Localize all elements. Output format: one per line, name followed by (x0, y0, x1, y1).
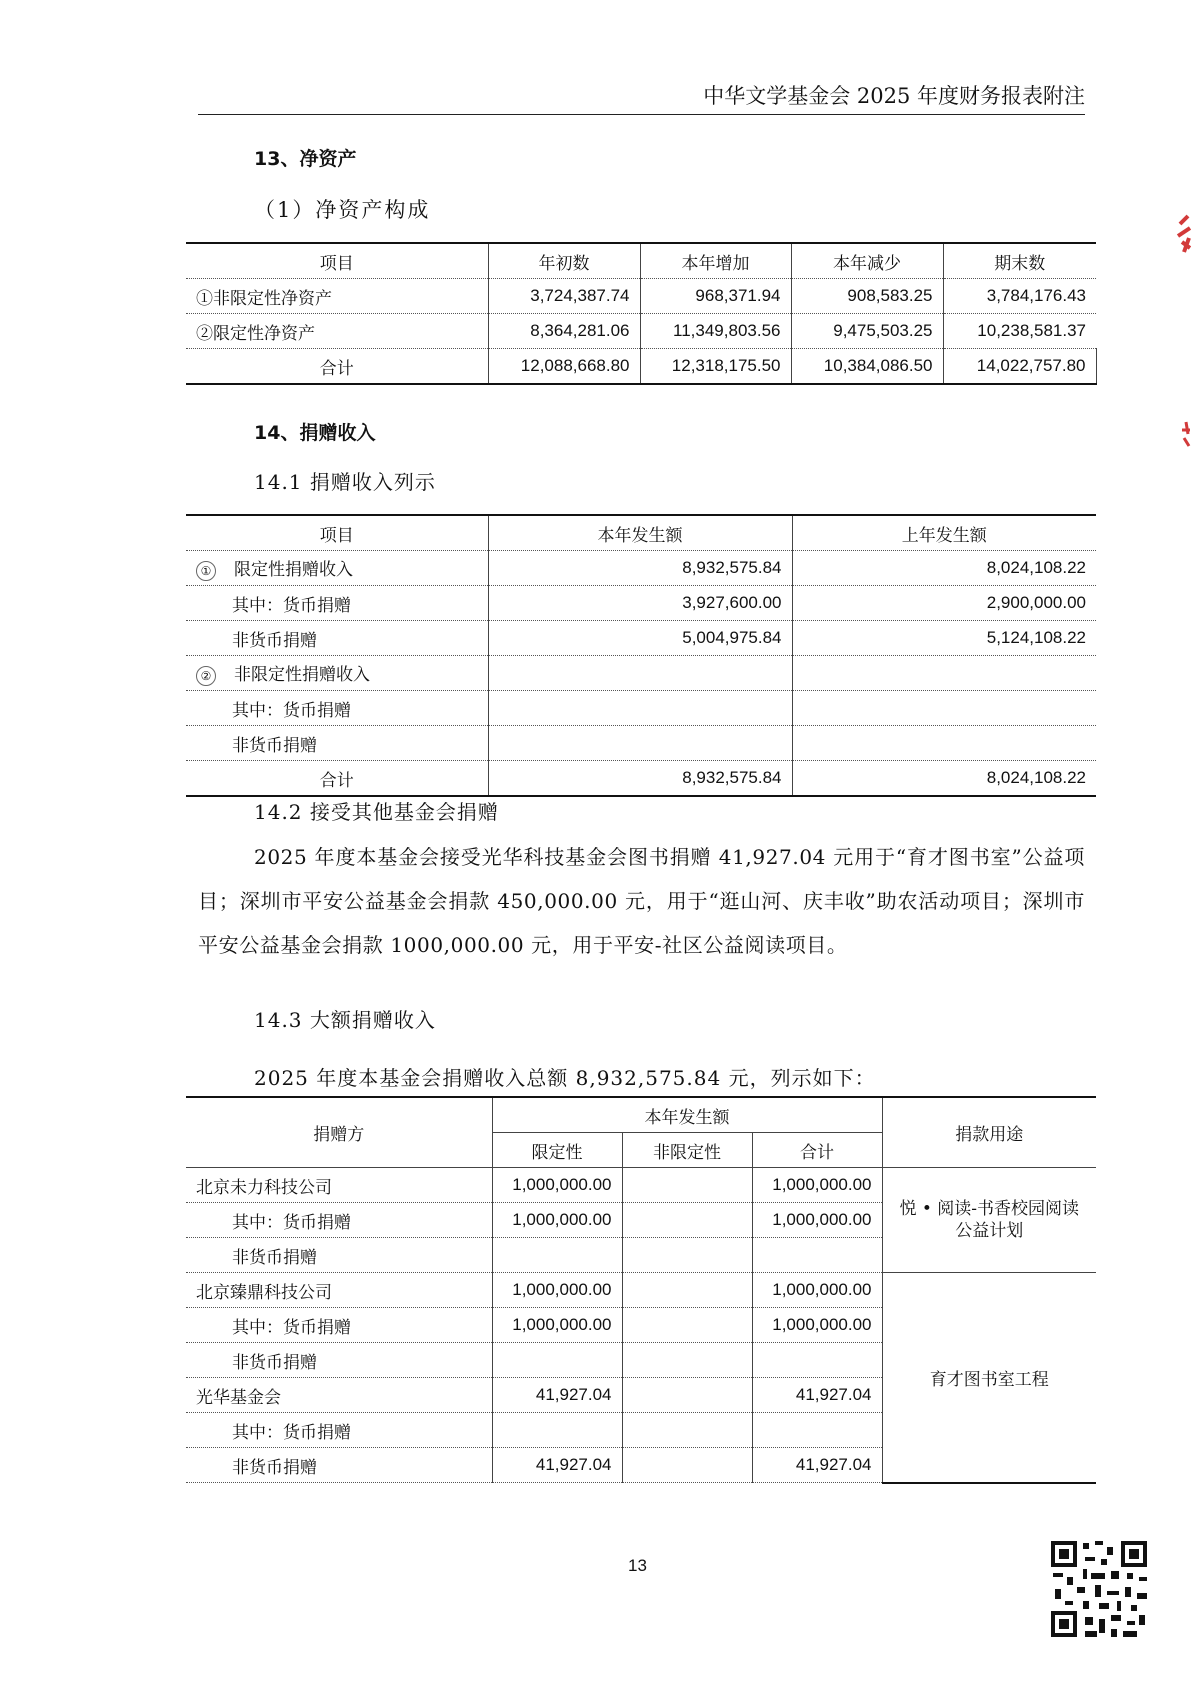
row-label: ①非限定性净资产 (186, 279, 488, 314)
col-header: 捐赠方 (186, 1097, 492, 1168)
donation-income-table (186, 514, 1096, 797)
table-row (186, 1168, 1096, 1203)
row-label: ②限定性净资产 (186, 314, 488, 349)
table-header-row (186, 1097, 1096, 1133)
table-row (186, 726, 1096, 761)
row-label: 其中：货币捐赠 (186, 1203, 492, 1238)
table-row-total (186, 349, 1096, 385)
table-row (186, 314, 1096, 349)
cell-value: 2,900,000.00 (792, 586, 1096, 621)
large-donations-table (186, 1096, 1096, 1484)
col-header: 合计 (752, 1133, 882, 1168)
col-header: 捐款用途 (882, 1097, 1096, 1168)
cell-value: 41,927.04 (492, 1448, 622, 1483)
page-header: 中华文学基金会 2025 年度财务报表附注 (198, 84, 1085, 115)
paragraph-text: 2025 年度本基金会接受光华科技基金会图书捐赠 41,927.04 元用于“育才图书室”公益项目；深圳市平安公益基金会捐款 450,000.00 元，用于“逛山河、庆丰收”助农活动项目；深圳市平安公益基金会捐款 1000,000.00 元，用于平安-社区公益阅读项目。 (198, 845, 1085, 957)
row-label: 非货币捐赠 (186, 621, 488, 656)
cell-value: 5,004,975.84 (488, 621, 792, 656)
row-label: 合计 (186, 761, 488, 797)
cell-value (488, 691, 792, 726)
row-label: 非货币捐赠 (186, 1448, 492, 1483)
section-14-2-heading: 14.2 接受其他基金会捐赠 (254, 800, 499, 824)
table-row (186, 586, 1096, 621)
cell-value (622, 1203, 752, 1238)
cell-value (792, 656, 1096, 691)
row-label: 合计 (186, 349, 488, 385)
table-row (186, 1273, 1096, 1308)
cell-value: 3,724,387.74 (488, 279, 640, 314)
cell-value (492, 1413, 622, 1448)
cell-value (488, 656, 792, 691)
row-label: 非货币捐赠 (186, 726, 488, 761)
cell-value: 1,000,000.00 (752, 1168, 882, 1203)
cell-value: 12,318,175.50 (640, 349, 791, 385)
col-header: 年初数 (488, 243, 640, 279)
cell-value: 41,927.04 (492, 1378, 622, 1413)
cell-value (622, 1168, 752, 1203)
row-label: 其中：货币捐赠 (186, 586, 488, 621)
cell-value: 11,349,803.56 (640, 314, 791, 349)
donor-name: 北京臻鼎科技公司 (186, 1273, 492, 1308)
qr-code-icon (1047, 1537, 1151, 1641)
cell-value: 8,024,108.22 (792, 551, 1096, 586)
table-header-row (186, 515, 1096, 551)
cell-value (752, 1413, 882, 1448)
cell-value: 1,000,000.00 (752, 1308, 882, 1343)
cell-value (622, 1378, 752, 1413)
section-13-subheading: （1）净资产构成 (254, 198, 431, 222)
cell-value: 41,927.04 (752, 1448, 882, 1483)
table-row (186, 691, 1096, 726)
donation-purpose: 悦 • 阅读-书香校园阅读公益计划 (882, 1168, 1096, 1273)
page-number: 13 (628, 1556, 647, 1575)
cell-value: 10,238,581.37 (943, 314, 1096, 349)
row-label: 其中：货币捐赠 (186, 691, 488, 726)
cell-value (622, 1343, 752, 1378)
section-14-1-heading: 14.1 捐赠收入列示 (254, 470, 436, 494)
cell-value: 12,088,668.80 (488, 349, 640, 385)
cell-value: 1,000,000.00 (492, 1308, 622, 1343)
cell-value (492, 1238, 622, 1273)
table-row (186, 279, 1096, 314)
table-row (186, 621, 1096, 656)
cell-value: 1,000,000.00 (752, 1203, 882, 1238)
cell-value (622, 1308, 752, 1343)
col-group-header: 本年发生额 (492, 1097, 882, 1133)
seal-fragment-top (1174, 214, 1191, 254)
cell-value: 8,932,575.84 (488, 551, 792, 586)
col-header: 上年发生额 (792, 515, 1096, 551)
cell-value: 8,932,575.84 (488, 761, 792, 797)
seal-fragment-bottom (1178, 420, 1191, 450)
cell-value (622, 1238, 752, 1273)
col-header: 本年发生额 (488, 515, 792, 551)
donor-name: 光华基金会 (186, 1378, 492, 1413)
table-row-total (186, 761, 1096, 797)
table-header-row (186, 243, 1096, 279)
cell-value (622, 1413, 752, 1448)
table-row (186, 551, 1096, 586)
row-label: 其中：货币捐赠 (186, 1413, 492, 1448)
cell-value (622, 1448, 752, 1483)
cell-value: 968,371.94 (640, 279, 791, 314)
section-14-heading: 14、捐赠收入 (254, 422, 376, 444)
section-13-heading: 13、净资产 (254, 148, 357, 170)
cell-value (752, 1343, 882, 1378)
table-row (186, 656, 1096, 691)
cell-value: 41,927.04 (752, 1378, 882, 1413)
col-header: 限定性 (492, 1133, 622, 1168)
cell-value: 10,384,086.50 (791, 349, 943, 385)
col-header: 期末数 (943, 243, 1096, 279)
row-label: 非货币捐赠 (186, 1238, 492, 1273)
cell-value: 5,124,108.22 (792, 621, 1096, 656)
col-header: 本年增加 (640, 243, 791, 279)
donation-purpose: 育才图书室工程 (882, 1273, 1096, 1483)
donor-name: 北京未力科技公司 (186, 1168, 492, 1203)
cell-value: 8,364,281.06 (488, 314, 640, 349)
cell-value (792, 691, 1096, 726)
cell-value (752, 1238, 882, 1273)
cell-value: 3,927,600.00 (488, 586, 792, 621)
row-label: 非限定性捐赠收入 (234, 665, 370, 686)
circled-number: ② (196, 666, 216, 686)
row-label: 限定性捐赠收入 (234, 560, 353, 581)
row-label: 非货币捐赠 (186, 1343, 492, 1378)
cell-value: 1,000,000.00 (492, 1273, 622, 1308)
cell-value: 1,000,000.00 (492, 1168, 622, 1203)
section-14-3-heading: 14.3 大额捐赠收入 (254, 1008, 436, 1032)
cell-value: 1,000,000.00 (492, 1203, 622, 1238)
cell-value (792, 726, 1096, 761)
circled-number: ① (196, 561, 216, 581)
intro-sentence: 2025 年度本基金会捐赠收入总额 8,932,575.84 元，列示如下： (254, 1066, 876, 1090)
col-header: 本年减少 (791, 243, 943, 279)
cell-value: 8,024,108.22 (792, 761, 1096, 797)
cell-value: 908,583.25 (791, 279, 943, 314)
col-header: 非限定性 (622, 1133, 752, 1168)
col-header: 项目 (186, 243, 488, 279)
cell-value: 1,000,000.00 (752, 1273, 882, 1308)
cell-value: 14,022,757.80 (943, 349, 1096, 385)
net-assets-table (186, 242, 1097, 385)
row-label: 其中：货币捐赠 (186, 1308, 492, 1343)
body-paragraph (198, 835, 1085, 967)
cell-value (492, 1343, 622, 1378)
col-header: 项目 (186, 515, 488, 551)
cell-value: 3,784,176.43 (943, 279, 1096, 314)
cell-value (488, 726, 792, 761)
cell-value: 9,475,503.25 (791, 314, 943, 349)
cell-value (622, 1273, 752, 1308)
